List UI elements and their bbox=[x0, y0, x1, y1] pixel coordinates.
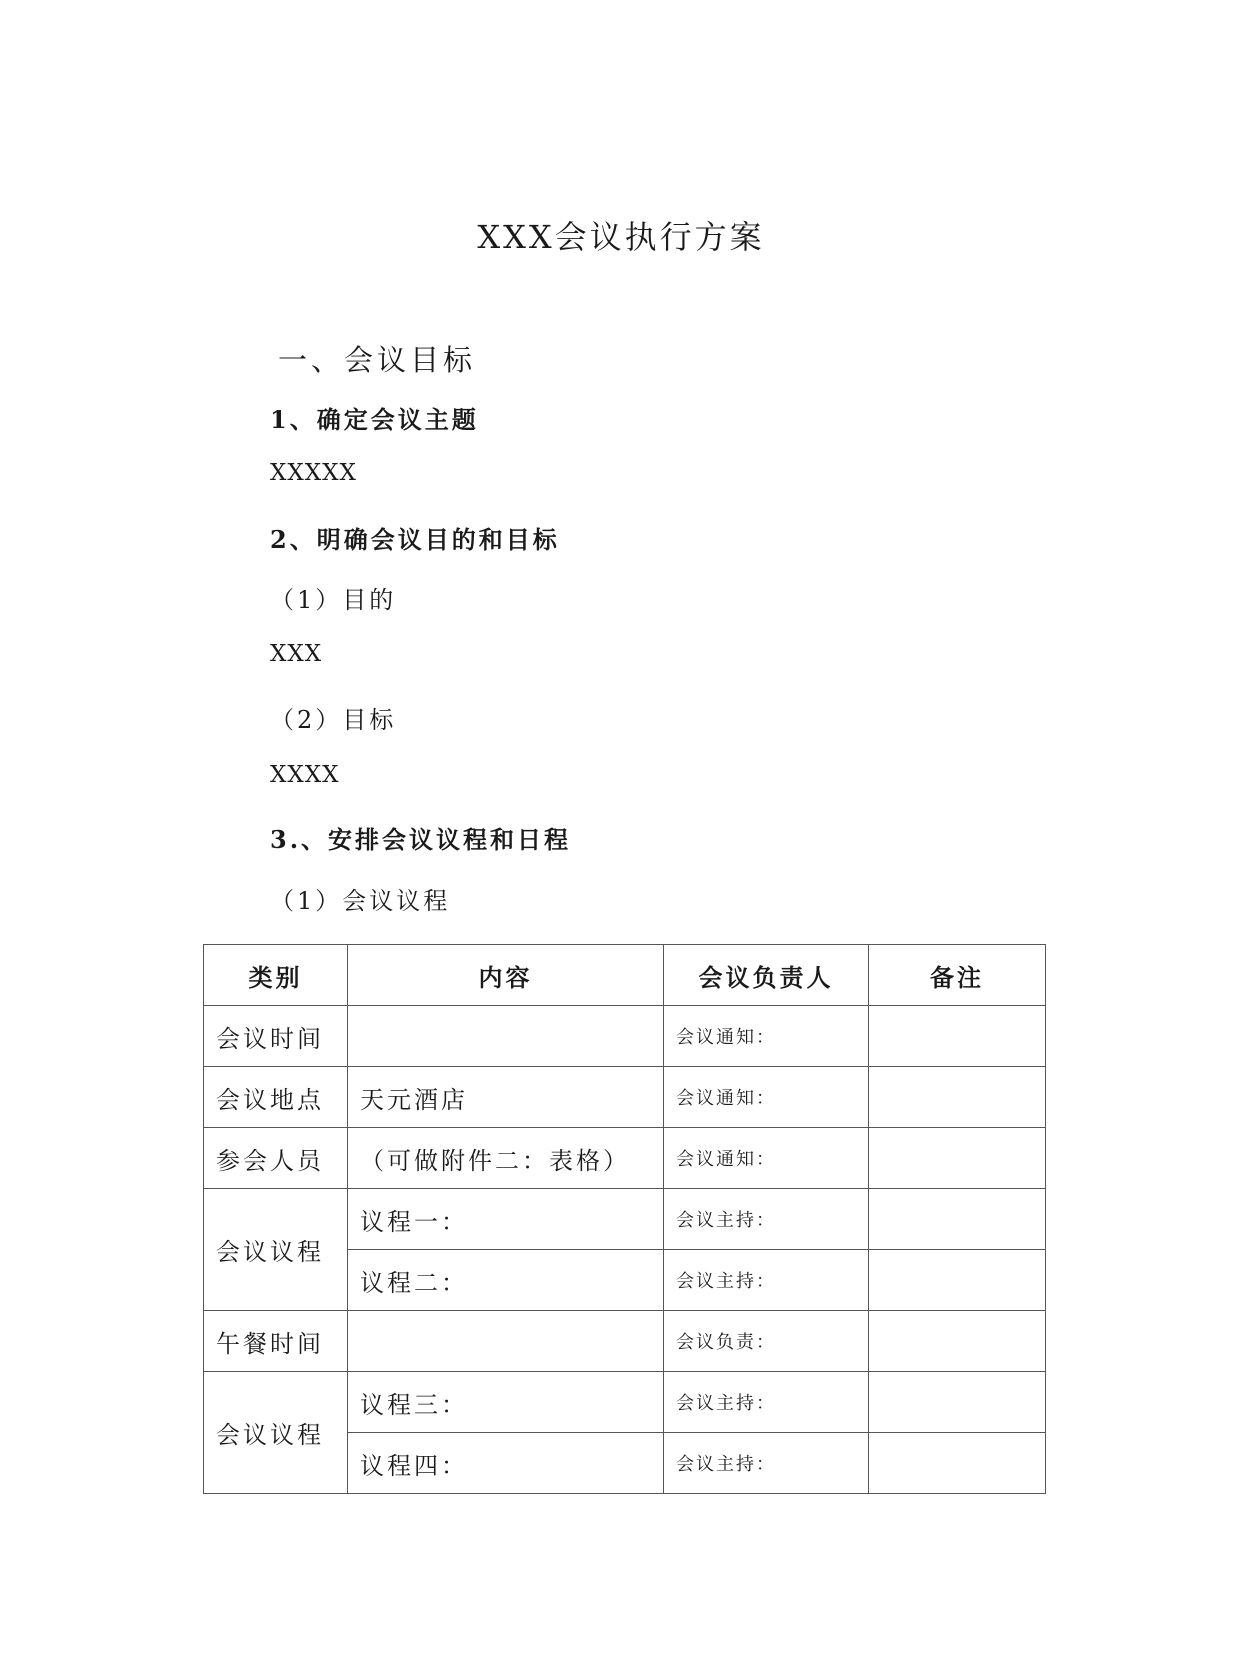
heading-purpose-goals: 2、明确会议目的和目标 bbox=[270, 525, 560, 554]
cell-owner: 会议主持： bbox=[664, 1433, 869, 1494]
table-row bbox=[204, 1311, 1046, 1372]
section-heading-goals: 一、会议目标 bbox=[278, 343, 477, 377]
cell-note bbox=[869, 1128, 1046, 1189]
cell-note bbox=[869, 1067, 1046, 1128]
heading-theme: 1、确定会议主题 bbox=[270, 405, 479, 434]
cell-content: 议程二： bbox=[348, 1250, 664, 1311]
cell-category: 会议议程 bbox=[204, 1372, 348, 1494]
document-title: XXX会议执行方案 bbox=[477, 218, 765, 256]
table-row bbox=[204, 1128, 1046, 1189]
subheading-purpose: （1）目的 bbox=[270, 586, 397, 614]
cell-category: 会议时间 bbox=[204, 1006, 348, 1067]
table-row bbox=[204, 1067, 1046, 1128]
cell-note bbox=[869, 1311, 1046, 1372]
heading-agenda-schedule: 3.、安排会议议程和日程 bbox=[270, 825, 572, 854]
agenda-table bbox=[203, 944, 1046, 1494]
cell-note bbox=[869, 1006, 1046, 1067]
cell-owner: 会议通知： bbox=[664, 1006, 869, 1067]
cell-note bbox=[869, 1250, 1046, 1311]
cell-note bbox=[869, 1433, 1046, 1494]
cell-category: 会议议程 bbox=[204, 1189, 348, 1311]
goals-value: XXXX bbox=[270, 762, 340, 788]
cell-content: 议程一： bbox=[348, 1189, 664, 1250]
header-note: 备注 bbox=[869, 945, 1046, 1006]
cell-note bbox=[869, 1372, 1046, 1433]
table-row bbox=[204, 1006, 1046, 1067]
cell-category: 会议地点 bbox=[204, 1067, 348, 1128]
cell-owner: 会议通知： bbox=[664, 1128, 869, 1189]
table-header-row bbox=[204, 945, 1046, 1006]
cell-owner: 会议主持： bbox=[664, 1189, 869, 1250]
header-content: 内容 bbox=[348, 945, 664, 1006]
header-owner: 会议负责人 bbox=[664, 945, 869, 1006]
cell-content: （可做附件二：表格） bbox=[348, 1128, 664, 1189]
cell-note bbox=[869, 1189, 1046, 1250]
theme-value: XXXXX bbox=[270, 460, 357, 486]
cell-owner: 会议负责： bbox=[664, 1311, 869, 1372]
cell-content bbox=[348, 1311, 664, 1372]
cell-content bbox=[348, 1006, 664, 1067]
subheading-goals: （2）目标 bbox=[270, 706, 397, 734]
cell-owner: 会议主持： bbox=[664, 1372, 869, 1433]
cell-category: 午餐时间 bbox=[204, 1311, 348, 1372]
cell-content: 天元酒店 bbox=[348, 1067, 664, 1128]
cell-owner: 会议主持： bbox=[664, 1250, 869, 1311]
header-category: 类别 bbox=[204, 945, 348, 1006]
table-row bbox=[204, 1372, 1046, 1433]
purpose-value: XXX bbox=[270, 641, 323, 667]
cell-content: 议程三： bbox=[348, 1372, 664, 1433]
cell-category: 参会人员 bbox=[204, 1128, 348, 1189]
subheading-agenda: （1）会议议程 bbox=[270, 887, 451, 915]
cell-owner: 会议通知： bbox=[664, 1067, 869, 1128]
cell-content: 议程四： bbox=[348, 1433, 664, 1494]
table-row bbox=[204, 1189, 1046, 1250]
